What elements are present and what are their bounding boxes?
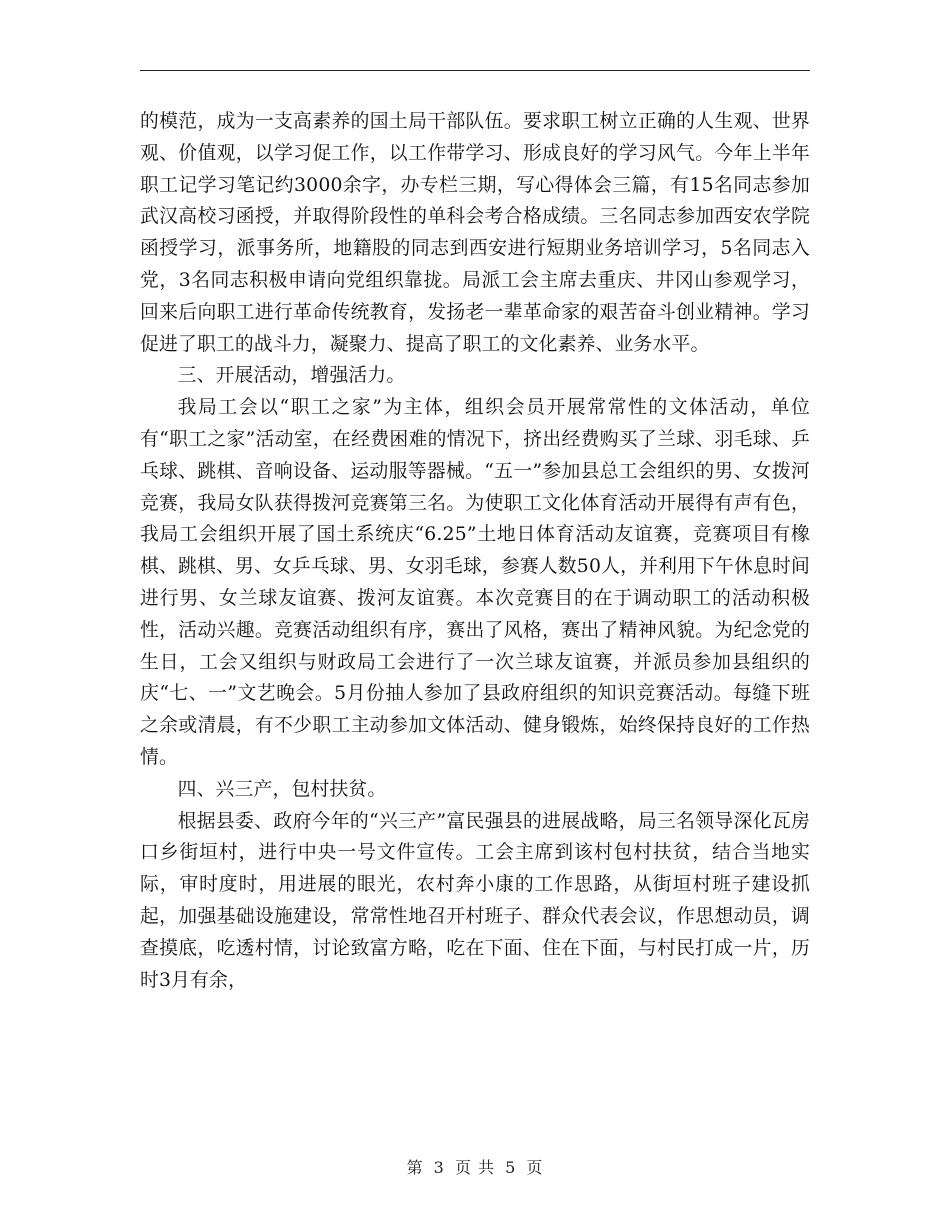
footer-current-page: 3 <box>433 1158 445 1177</box>
page-footer <box>0 1155 950 1178</box>
body-text <box>140 106 810 996</box>
footer-suffix: 页 <box>526 1158 544 1177</box>
footer-middle: 页 共 <box>454 1158 496 1177</box>
footer-prefix: 第 <box>406 1158 424 1177</box>
footer-total-pages: 5 <box>505 1158 517 1177</box>
paragraph-activities: 我局工会以“职工之家”为主体，组织会员开展常常性的文体活动，单位有“职工之家”活动室，在经费困难的情况下，挤出经费购买了兰球、羽毛球、乒乓球、跳棋、音响设备、运动服等器械。“五一”参加县总工会组织的男、女拨河竞赛，我局女队获得拨河竞赛第三名。为使职工文化体育活动开展得有声有色，我局工会组织开展了国土系统庆“6.25”土地日体育活动友谊赛，竞赛项目有橡棋、跳棋、男、女乒乓球、男、女羽毛球，参赛人数50人，并利用下午休息时间进行男、女兰球友谊赛、拨河友谊赛。本次竞赛目的在于调动职工的活动积极性，活动兴趣。竞赛活动组织有序，赛出了风格，赛出了精神风貌。为纪念党的生日，工会又组织与财政局工会进行了一次兰球友谊赛，并派员参加县组织的庆“七、一”文艺晚会。5月份抽人参加了县政府组织的知识竞赛活动。每缝下班之余或清晨，有不少职工主动参加文体活动、健身锻炼，始终保持良好的工作热情。 <box>140 397 810 768</box>
section-heading-poverty-relief: 四、兴三产，包村扶贫。 <box>177 778 387 800</box>
paragraph-continuation: 的模范，成为一支高素养的国土局干部队伍。要求职工树立正确的人生观、世界观、价值观，以学习促工作，以工作带学习、形成良好的学习风气。今年上半年职工记学习笔记约3000余字，办专栏三期，写心得体会三篇，有15名同志参加武汉高校习函授，并取得阶段性的单科会考合格成绩。三名同志参加西安农学院函授学习，派事务所，地籍股的同志到西安进行短期业务培训学习，5名同志入党，3名同志积极申请向党组织靠拢。局派工会主席去重庆、井冈山参观学习，回来后向职工进行革命传统教育，发扬老一辈革命家的艰苦奋斗创业精神。学习促进了职工的战斗力，凝聚力、提高了职工的文化素养、业务水平。 <box>140 111 810 355</box>
paragraph-poverty-relief: 根据县委、政府今年的“兴三产”富民强县的进展战略，局三名领导深化瓦房口乡街垣村，进行中央一号文件宣传。工会主席到该村包村扶贫，结合当地实际，审时度时，用进展的眼光，农村奔小康的工作思路，从街垣村班子建设抓起，加强基础设施建设，常常性地召开村班子、群众代表会议，作思想动员，调查摸底，吃透村情，讨论致富方略，吃在下面、住在下面，与村民打成一片，历时3月有余， <box>140 810 810 991</box>
header-rule <box>140 70 810 71</box>
section-heading-activities: 三、开展活动，增强活力。 <box>177 365 406 387</box>
